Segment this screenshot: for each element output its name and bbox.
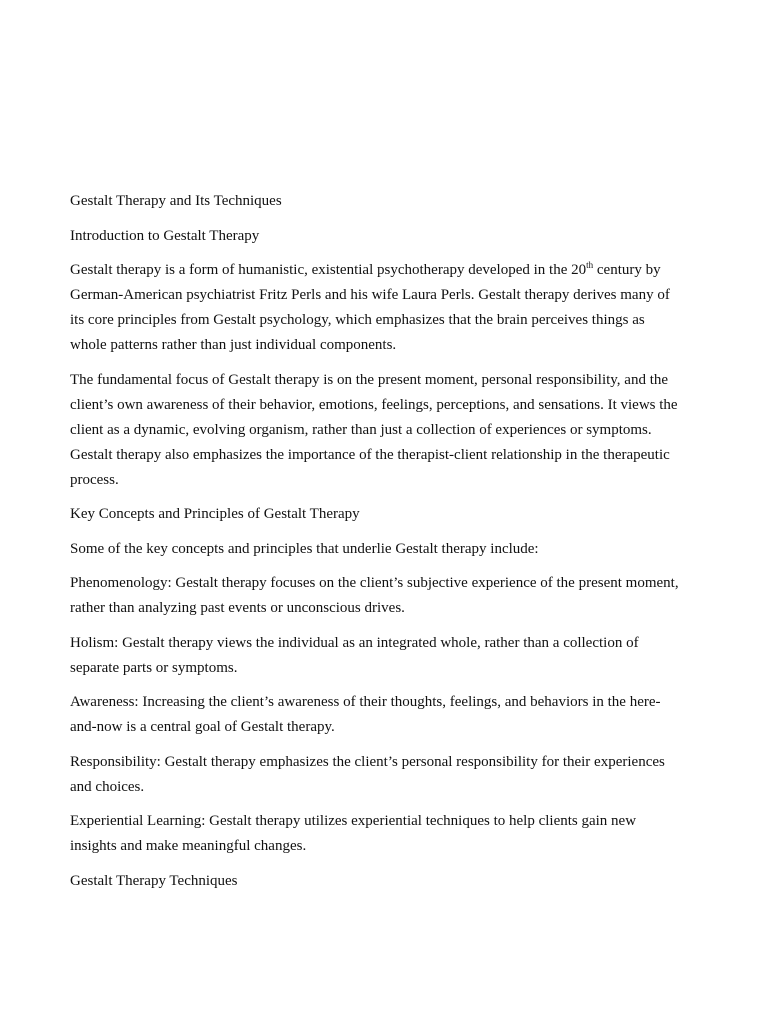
concept-line: and-now is a central goal of Gestalt therapy.	[70, 719, 335, 735]
concepts-intro: Some of the key concepts and principles that underlie Gestalt therapy include:	[70, 540, 539, 557]
intro-paragraph-2-line-5: process.	[70, 471, 119, 488]
document-page	[70, 189, 702, 903]
concept-responsibility	[70, 750, 702, 800]
intro-paragraph-1-line-1	[70, 258, 702, 283]
concept-line: Holism: Gestalt therapy views the individual as an integrated whole, rather than a collection of	[70, 634, 639, 651]
concepts-heading: Key Concepts and Principles of Gestalt Therapy	[70, 506, 360, 522]
concept-experiential-learning	[70, 809, 702, 859]
concept-holism	[70, 631, 702, 681]
intro-paragraph-1-line-3: its core principles from Gestalt psychology, which emphasizes that the brain perceives things as	[70, 312, 645, 328]
intro-paragraph-2-line-3: client as a dynamic, evolving organism, rather than just a collection of experiences or symptoms.	[70, 421, 652, 438]
intro-paragraph-1	[70, 258, 702, 358]
intro-paragraph-1-line-2: German-American psychiatrist Fritz Perls and his wife Laura Perls. Gestalt therapy derives many of	[70, 287, 670, 303]
concept-line: rather than analyzing past events or unconscious drives.	[70, 600, 405, 616]
ordinal-superscript: th	[586, 260, 594, 270]
concept-line: insights and make meaningful changes.	[70, 838, 307, 854]
document-title: Gestalt Therapy and Its Techniques	[70, 193, 282, 209]
concept-line: and choices.	[70, 778, 145, 795]
intro-paragraph-2-line-1: The fundamental focus of Gestalt therapy is on the present moment, personal responsibility, and the	[70, 371, 669, 388]
concept-awareness	[70, 690, 702, 740]
intro-paragraph-2-line-4: Gestalt therapy also emphasizes the importance of the therapist-client relationship in the therapeutic	[70, 446, 670, 463]
intro-paragraph-1-line-4: whole patterns rather than just individual components.	[70, 337, 397, 353]
concept-line: separate parts or symptoms.	[70, 659, 238, 676]
intro-text-before-sup: Gestalt therapy is a form of humanistic, existential psychotherapy developed in the 20	[70, 262, 587, 278]
intro-heading: Introduction to Gestalt Therapy	[70, 227, 260, 244]
concept-phenomenology	[70, 571, 702, 621]
concept-line: Experiential Learning: Gestalt therapy utilizes experiential techniques to help clients gain new	[70, 813, 637, 829]
concept-line: Responsibility: Gestalt therapy emphasizes the client’s personal responsibility for their experiences	[70, 753, 665, 770]
concept-line: Phenomenology: Gestalt therapy focuses on the client’s subjective experience of the present moment,	[70, 575, 679, 591]
concept-line: Awareness: Increasing the client’s awareness of their thoughts, feelings, and behaviors in the here-	[70, 694, 661, 710]
intro-paragraph-2	[70, 368, 702, 493]
intro-paragraph-2-line-2: client’s own awareness of their behavior, emotions, feelings, perceptions, and sensations. It views the	[70, 396, 678, 413]
techniques-heading: Gestalt Therapy Techniques	[70, 872, 238, 889]
intro-text-after-sup: century by	[593, 262, 661, 278]
